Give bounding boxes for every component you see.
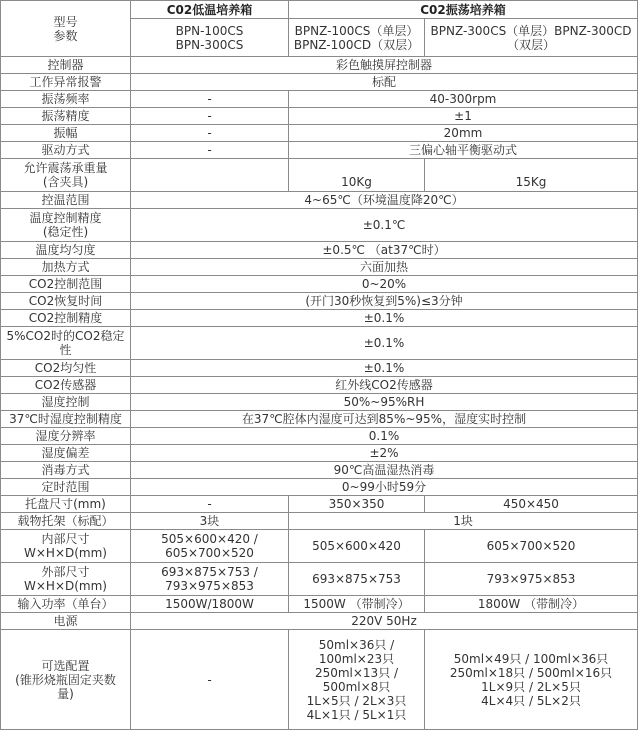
row-label: 输入功率（单台） <box>1 596 131 613</box>
row-label: 消毒方式 <box>1 462 131 479</box>
row-value: 4~65℃（环境温度降20℃） <box>131 192 638 209</box>
row-label <box>1 159 131 192</box>
row-co2-stability <box>1 327 638 360</box>
row-value: 彩色触摸屏控制器 <box>131 57 638 74</box>
row-label: 工作异常报警 <box>1 74 131 91</box>
row-label <box>1 630 131 730</box>
row-label <box>1 563 131 596</box>
row-temp-precision <box>1 209 638 242</box>
row-value: ±2% <box>131 445 638 462</box>
row-label: 温度均匀度 <box>1 242 131 259</box>
row-humidity-deviation <box>1 445 638 462</box>
header-label-cell <box>1 1 131 57</box>
row-label: 37℃时湿度控制精度 <box>1 411 131 428</box>
row-label: CO2控制范围 <box>1 276 131 293</box>
row-low-value: - <box>131 91 289 108</box>
row-humidity <box>1 394 638 411</box>
value-line: 250ml×13只 / <box>314 665 399 680</box>
header-group-shaking: C02振荡培养箱 <box>289 1 638 19</box>
model-shake-b-2: （双层） <box>507 37 556 52</box>
row-outer-size <box>1 563 638 596</box>
row-value: 1块 <box>289 513 638 530</box>
value-line: 1L×5只 / 2L×3只 <box>306 693 407 708</box>
row-temp-range <box>1 192 638 209</box>
value-line: 605×700×520 <box>165 546 254 560</box>
row-label <box>1 530 131 563</box>
row-value: ±0.5℃ （at37℃时） <box>131 242 638 259</box>
row-low-value <box>131 530 289 563</box>
row-co2-recovery <box>1 293 638 310</box>
row-value: 220V 50Hz <box>131 613 638 630</box>
row-low-value: 1500W/1800W <box>131 596 289 613</box>
model-low-2: BPN-300CS <box>175 37 244 52</box>
row-low-value: 3块 <box>131 513 289 530</box>
row-label: 托盘尺寸(mm) <box>1 496 131 513</box>
row-amplitude <box>1 125 638 142</box>
row-label: 湿度控制 <box>1 394 131 411</box>
row-co2-uniformity <box>1 360 638 377</box>
row-options <box>1 630 638 730</box>
row-timer <box>1 479 638 496</box>
row-value: 20mm <box>289 125 638 142</box>
label-line: W×H×D(mm) <box>24 579 107 593</box>
model-shake-b-1: BPNZ-300CS（单层）BPNZ-300CD <box>430 23 632 38</box>
row-label: CO2恢复时间 <box>1 293 131 310</box>
row-label: 控温范围 <box>1 192 131 209</box>
row-label: 振荡精度 <box>1 108 131 125</box>
value-line: 505×600×420 / <box>161 532 258 546</box>
value-line: 50ml×36只 / <box>318 637 395 652</box>
row-label <box>1 327 131 360</box>
row-osc-precision <box>1 108 638 125</box>
row-value: ±0.1% <box>131 327 638 360</box>
row-label: 控制器 <box>1 57 131 74</box>
row-inner-size <box>1 530 638 563</box>
row-label <box>1 209 131 242</box>
row-value: ±0.1℃ <box>131 209 638 242</box>
label-line: 内部尺寸 <box>41 532 90 546</box>
row-value: 0~99小时59分 <box>131 479 638 496</box>
label-line: 可选配置 <box>41 658 90 673</box>
row-load <box>1 159 638 192</box>
row-controller <box>1 57 638 74</box>
row-value-b <box>425 630 638 730</box>
row-heating <box>1 259 638 276</box>
row-frequency <box>1 91 638 108</box>
row-value-a: 350×350 <box>289 496 425 513</box>
row-value: 50%~95%RH <box>131 394 638 411</box>
label-line: (含夹具) <box>42 175 89 189</box>
row-humidity-resolution <box>1 428 638 445</box>
row-low-value: - <box>131 125 289 142</box>
row-low-value <box>131 563 289 596</box>
label-line: (稳定性) <box>42 225 89 239</box>
row-value: ±1 <box>289 108 638 125</box>
row-label: CO2传感器 <box>1 377 131 394</box>
label-line: 性 <box>59 343 72 357</box>
row-value: 90℃高温湿热消毒 <box>131 462 638 479</box>
row-value-b: 793×975×853 <box>425 563 638 596</box>
row-value: 在37℃腔体内湿度可达到85%~95%，湿度实时控制 <box>131 411 638 428</box>
row-alarm <box>1 74 638 91</box>
row-value-a: 1500W （带制冷） <box>289 596 425 613</box>
row-label: 振荡频率 <box>1 91 131 108</box>
row-low-value: - <box>131 142 289 159</box>
row-label: 湿度分辨率 <box>1 428 131 445</box>
value-line: 50ml×49只 / 100ml×36只 <box>453 651 609 666</box>
row-label: CO2控制精度 <box>1 310 131 327</box>
row-value-b: 1800W （带制冷） <box>425 596 638 613</box>
header-model-shake-a <box>289 19 425 57</box>
header-label-params: 参数 <box>53 28 78 43</box>
row-value-b: 450×450 <box>425 496 638 513</box>
row-supply <box>1 613 638 630</box>
row-label: 驱动方式 <box>1 142 131 159</box>
row-value-a: 505×600×420 <box>289 530 425 563</box>
row-value: ±0.1% <box>131 310 638 327</box>
row-value: 红外线CO2传感器 <box>131 377 638 394</box>
row-low-value <box>131 159 289 192</box>
row-value-a: 10Kg <box>289 159 425 192</box>
row-low-value: - <box>131 496 289 513</box>
label-line: (锥形烧瓶固定夹数 <box>15 672 116 687</box>
row-co2-range <box>1 276 638 293</box>
row-label: 振幅 <box>1 125 131 142</box>
row-label: 定时范围 <box>1 479 131 496</box>
value-line: 250ml×18只 / 500ml×16只 <box>449 665 613 680</box>
value-line: 793×975×853 <box>165 579 254 593</box>
header-model-low <box>131 19 289 57</box>
label-line: 允许震荡承重量 <box>23 161 108 175</box>
row-co2-precision <box>1 310 638 327</box>
label-line: 5%CO2时的CO2稳定 <box>6 329 125 343</box>
label-line: 外部尺寸 <box>41 565 90 579</box>
row-value-a <box>289 630 425 730</box>
row-value-a: 693×875×753 <box>289 563 425 596</box>
value-line: 100ml×23只 <box>318 651 395 666</box>
row-value: 六面加热 <box>131 259 638 276</box>
header-label-model: 型号 <box>53 14 78 29</box>
row-value-b: 15Kg <box>425 159 638 192</box>
value-line: 693×875×753 / <box>161 565 258 579</box>
row-label: 电源 <box>1 613 131 630</box>
header-group-low-temp: C02低温培养箱 <box>131 1 289 19</box>
value-line: 4L×4只 / 5L×2只 <box>481 693 581 708</box>
model-shake-a-2: BPNZ-100CD（双层） <box>293 37 420 52</box>
row-co2-sensor <box>1 377 638 394</box>
value-line: 4L×1只 / 5L×1只 <box>306 707 407 722</box>
label-line: 量) <box>57 686 74 701</box>
row-tray-rack <box>1 513 638 530</box>
row-low-value: - <box>131 108 289 125</box>
row-label: 载物托架（标配） <box>1 513 131 530</box>
row-humidity-37 <box>1 411 638 428</box>
row-value: 标配 <box>131 74 638 91</box>
row-temp-uniformity <box>1 242 638 259</box>
row-low-value: - <box>131 630 289 730</box>
header-model-shake-b <box>425 19 638 57</box>
label-line: W×H×D(mm) <box>24 546 107 560</box>
row-value: (开门30秒恢复到5%)≤3分钟 <box>131 293 638 310</box>
row-disinfection <box>1 462 638 479</box>
row-value-b: 605×700×520 <box>425 530 638 563</box>
row-value: 三偏心轴平衡驱动式 <box>289 142 638 159</box>
model-shake-a-1: BPNZ-100CS（单层） <box>294 23 419 38</box>
model-low-1: BPN-100CS <box>175 23 244 38</box>
row-label: 湿度偏差 <box>1 445 131 462</box>
label-line: 温度控制精度 <box>29 211 102 225</box>
row-value: 0.1% <box>131 428 638 445</box>
value-line: 500ml×8只 <box>322 679 391 694</box>
row-tray-size <box>1 496 638 513</box>
row-value: ±0.1% <box>131 360 638 377</box>
row-label: 加热方式 <box>1 259 131 276</box>
value-line: 1L×9只 / 2L×5只 <box>481 679 581 694</box>
row-power <box>1 596 638 613</box>
row-value: 40-300rpm <box>289 91 638 108</box>
row-drive <box>1 142 638 159</box>
row-label: CO2均匀性 <box>1 360 131 377</box>
row-value: 0~20% <box>131 276 638 293</box>
